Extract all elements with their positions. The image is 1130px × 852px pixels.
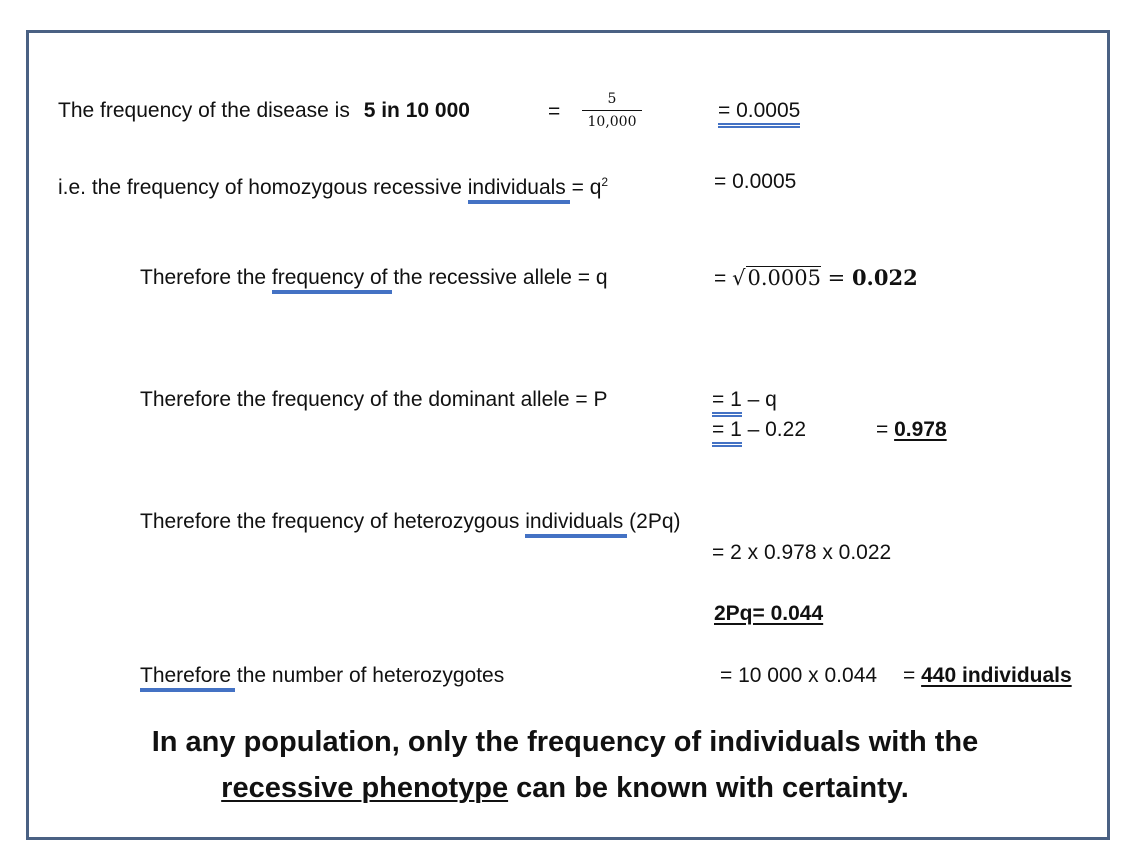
disease-frequency-value: 5 in 10 000 bbox=[363, 99, 470, 122]
recessive-prefix: Therefore the bbox=[140, 266, 267, 289]
equals-one: = 1 bbox=[712, 388, 742, 411]
heterozygote-count-value: 440 individuals bbox=[921, 664, 1072, 687]
conclusion-line-2 bbox=[60, 765, 1070, 811]
minus-value: – 0.22 bbox=[741, 418, 807, 441]
radicand: 0.0005 bbox=[747, 266, 821, 290]
two-pq-label: (2Pq) bbox=[623, 510, 681, 533]
therefore-word: Therefore bbox=[140, 664, 232, 687]
fraction-bar bbox=[582, 110, 642, 111]
disease-frequency-text: The frequency of the disease is bbox=[58, 99, 350, 122]
heterozygote-count-label bbox=[140, 663, 504, 689]
homozygous-frequency-label bbox=[58, 169, 608, 201]
square-root: √0.0005 bbox=[732, 266, 821, 290]
homozygous-result: = 0.0005 bbox=[714, 170, 797, 193]
heterozygous-calculation: = 2 x 0.978 x 0.022 bbox=[712, 541, 892, 564]
minus-q: – q bbox=[741, 388, 777, 411]
recessive-allele-label bbox=[140, 265, 608, 291]
conclusion-line-1: In any population, only the frequency of individuals with the bbox=[151, 726, 979, 758]
heterozygote-count-calculation: = 10 000 x 0.044 bbox=[720, 664, 878, 687]
heterozygote-count-answer bbox=[903, 663, 1072, 689]
dominant-step-2 bbox=[712, 417, 806, 443]
conclusion-rest: can be known with certainty. bbox=[508, 772, 909, 804]
dominant-allele-answer bbox=[876, 417, 947, 443]
fraction-denominator: 10,000 bbox=[587, 114, 637, 130]
heterozygote-count-suffix: the number of heterozygotes bbox=[231, 664, 505, 687]
recessive-phenotype-phrase: recessive phenotype bbox=[221, 772, 509, 804]
frequency-of-word: frequency of bbox=[271, 266, 388, 289]
equals-sign: = bbox=[548, 100, 561, 123]
dominant-step-1 bbox=[712, 387, 777, 413]
equals-one: = 1 bbox=[712, 418, 742, 441]
disease-frequency-label bbox=[58, 98, 470, 124]
dominant-answer-value: 0.978 bbox=[894, 418, 947, 441]
heterozygous-prefix: Therefore the frequency of heterozygous bbox=[140, 510, 520, 533]
equals-sign: = bbox=[820, 266, 852, 290]
dominant-allele-label: Therefore the frequency of the dominant allele = P bbox=[140, 388, 608, 411]
equals-sign: = bbox=[876, 418, 895, 441]
fraction bbox=[582, 90, 642, 131]
heterozygous-answer: 2Pq= 0.044 bbox=[714, 602, 824, 625]
recessive-allele-answer: 0.022 bbox=[851, 265, 918, 290]
result-value: = 0.0005 bbox=[718, 99, 801, 122]
heterozygous-frequency-label bbox=[140, 509, 681, 535]
recessive-allele-result bbox=[714, 265, 918, 292]
homozygous-prefix: i.e. the frequency of homozygous recessive bbox=[58, 176, 462, 199]
q-squared-label: = q bbox=[565, 176, 602, 199]
equals-sign: = bbox=[714, 267, 727, 290]
equals-sign: = bbox=[903, 664, 922, 687]
fraction-numerator: 5 bbox=[607, 91, 617, 107]
individuals-word: individuals bbox=[467, 176, 566, 199]
recessive-suffix: the recessive allele = q bbox=[387, 266, 608, 289]
disease-frequency-result bbox=[718, 98, 800, 124]
individuals-word: individuals bbox=[525, 510, 624, 533]
q-squared-exponent: 2 bbox=[601, 175, 609, 189]
